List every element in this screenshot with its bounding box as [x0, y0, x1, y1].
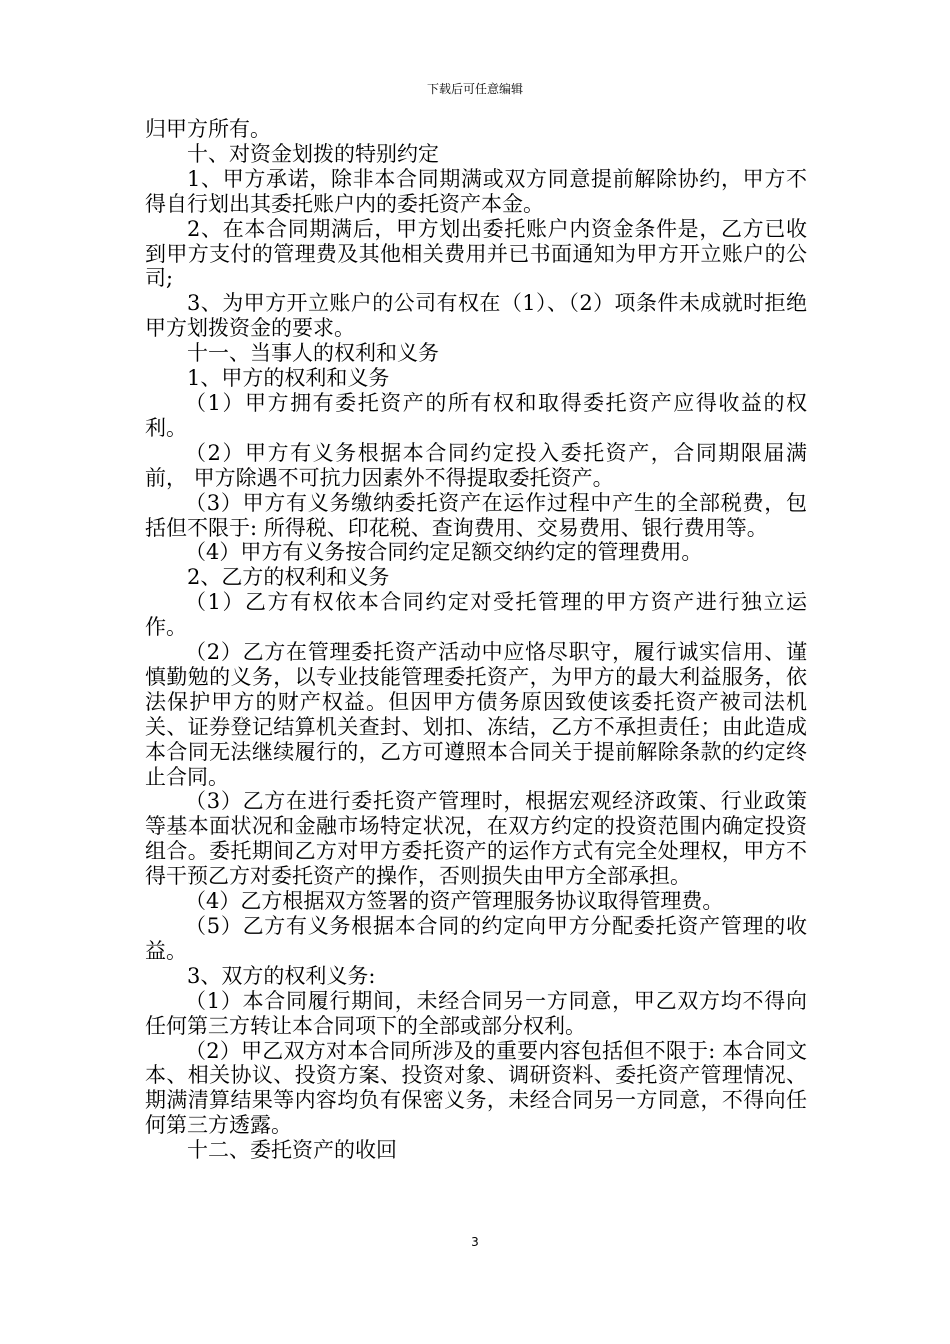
paragraph: 归甲方所有。	[145, 117, 271, 141]
page-number: 3	[471, 1235, 479, 1249]
subsection-heading: 2、乙方的权利和义务	[187, 565, 390, 590]
subsection-heading: 1、甲方的权利和义务	[187, 366, 390, 391]
paragraph: 1、甲方承诺，除非本合同期满或双方同意提前解除协约，甲方不得自行划出其委托账户内的委托资产本金。	[145, 166, 807, 216]
paragraph: （2）甲乙双方对本合同所涉及的重要内容包括但不限于: 本合同文本、相关协议、投资方案、投资对象、调研资料、委托资产管理情况、期满清算结果等内容均负有保密义务，未经合同另一方同意，不得向任何第三方透露。	[145, 1038, 807, 1138]
paragraph: （5）乙方有义务根据本合同的约定向甲方分配委托资产管理的收益。	[145, 914, 807, 963]
document-body	[145, 117, 807, 1163]
paragraph: （1）乙方有权依本合同约定对受托管理的甲方资产进行独立运作。	[145, 590, 807, 640]
paragraph: （2）甲方有义务根据本合同约定投入委托资产，合同期限届满前， 甲方除遇不可抗力因素外不得提取委托资产。	[145, 440, 807, 490]
paragraph: （2）乙方在管理委托资产活动中应恪尽职守，履行诚实信用、谨慎勤勉的义务，以专业技能管理委托资产，为甲方的最大利益服务，依法保护甲方的财产权益。但因甲方债务原因致使该委托资产被司法机关、证券登记结算机关查封、划扣、冻结，乙方不承担责任；由此造成本合同无法继续履行的，乙方可遵照本合同关于提前解除条款的约定终止合同。	[145, 640, 807, 789]
section-heading: 十一、当事人的权利和义务	[187, 341, 439, 366]
paragraph: （1）本合同履行期间，未经合同另一方同意，甲乙双方均不得向任何第三方转让本合同项下的全部或部分权利。	[145, 988, 807, 1038]
paragraph: （4）乙方根据双方签署的资产管理服务协议取得管理费。	[185, 889, 724, 914]
paragraph: （3）乙方在进行委托资产管理时，根据宏观经济政策、行业政策等基本面状况和金融市场特定状况，在双方约定的投资范围内确定投资组合。委托期间乙方对甲方委托资产的运作方式有完全处理权，甲方不得干预乙方对委托资产的操作，否则损失由甲方全部承担。	[145, 789, 807, 889]
paragraph: （4）甲方有义务按合同约定足额交纳约定的管理费用。	[185, 540, 703, 565]
paragraph: （1）甲方拥有委托资产的所有权和取得委托资产应得收益的权利。	[145, 390, 807, 440]
subsection-heading: 3、双方的权利义务:	[187, 963, 376, 988]
page-header: 下载后可任意编辑	[426, 82, 523, 96]
section-heading: 十、对资金划拨的特别约定	[187, 141, 439, 166]
paragraph: （3）甲方有义务缴纳委托资产在运作过程中产生的全部税费，包括但不限于: 所得税、印花税、查询费用、交易费用、银行费用等。	[145, 490, 807, 540]
paragraph: 3、为甲方开立账户的公司有权在（1）、（2）项条件未成就时拒绝甲方划拨资金的要求。	[145, 291, 807, 341]
paragraph: 2、在本合同期满后，甲方划出委托账户内资金条件是，乙方已收到甲方支付的管理费及其他相关费用并已书面通知为甲方开立账户的公司;	[145, 216, 807, 291]
section-heading: 十二、委托资产的收回	[187, 1138, 397, 1163]
